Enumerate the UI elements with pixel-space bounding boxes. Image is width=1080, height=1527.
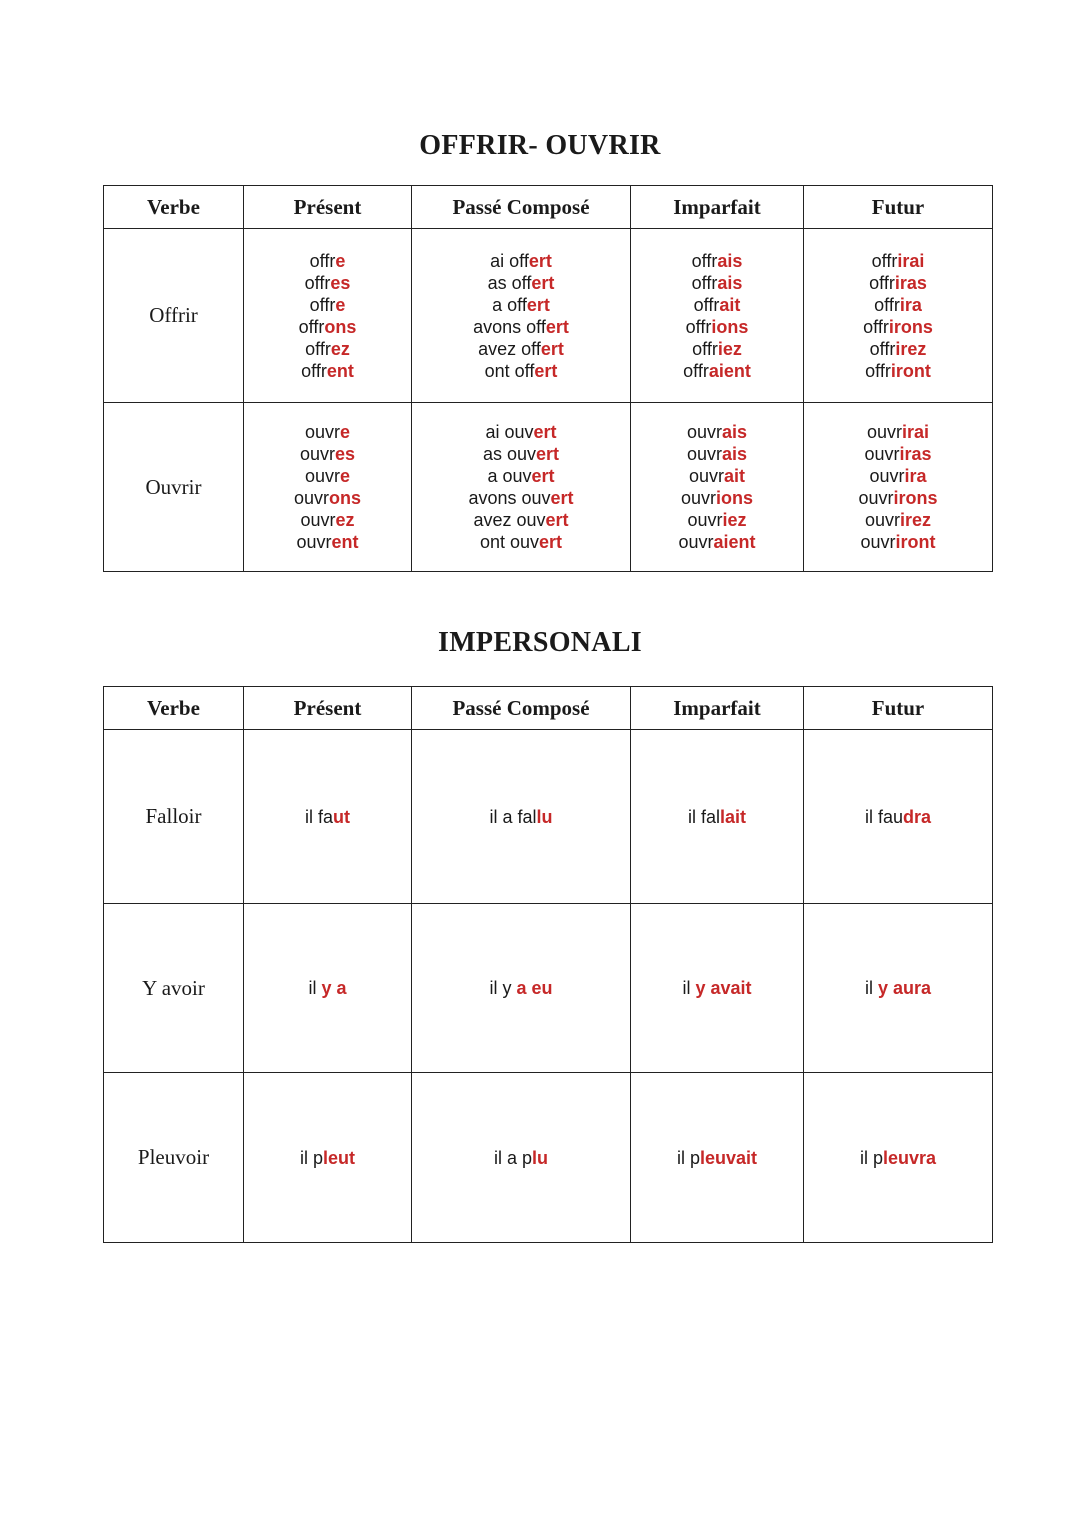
form-ending: ert (533, 422, 557, 442)
present-forms (244, 403, 412, 572)
form-ending: ait (719, 294, 741, 315)
form-stem: offr (869, 338, 896, 359)
form-stem: il p (859, 1147, 883, 1168)
conjugated-form (631, 465, 803, 487)
conjugated-form (412, 509, 630, 531)
form-stem: ouvr (680, 488, 716, 508)
form-ending: ert (536, 444, 560, 464)
form-stem: il p (299, 1147, 323, 1168)
form-stem: ouvr (858, 488, 894, 508)
form-ending: ert (550, 488, 574, 508)
form-ending: ert (545, 316, 569, 337)
conjugation-table-offrir-ouvrir (103, 185, 993, 572)
conjugated-form (412, 250, 630, 272)
form-ending: ons (324, 316, 357, 337)
header-present: Présent (244, 687, 412, 730)
form-stem: offr (305, 338, 331, 359)
form-stem: ouvr (864, 510, 900, 530)
conjugated-form (412, 338, 630, 360)
conjugated-form (244, 294, 411, 316)
conjugated-form (412, 294, 630, 316)
header-imparfait: Imparfait (631, 186, 804, 229)
form-ending: iront (895, 532, 936, 552)
form-stem: ouvr (296, 532, 332, 552)
form-ending: ira (904, 466, 927, 486)
form-ending: ira (899, 294, 922, 315)
header-imparfait: Imparfait (631, 687, 804, 730)
passe-compose-forms (412, 730, 631, 904)
form-stem: as off (487, 272, 532, 293)
conjugated-form (244, 443, 411, 465)
conjugated-form (804, 1147, 992, 1169)
form-stem: ouvr (293, 488, 329, 508)
conjugated-form (804, 487, 992, 509)
form-ending: irez (895, 338, 927, 359)
form-stem: offr (692, 338, 718, 359)
header-present: Présent (244, 186, 412, 229)
table-row (104, 1073, 993, 1243)
passe-compose-forms (412, 904, 631, 1073)
form-ending: y a (321, 978, 347, 998)
form-ending: es (330, 272, 351, 293)
form-stem: il p (676, 1147, 700, 1168)
form-ending: ons (329, 488, 362, 508)
form-ending: irai (897, 250, 925, 271)
form-stem: avons ouv (468, 488, 551, 508)
form-stem: ouvr (688, 466, 724, 486)
verb-name: Pleuvoir (104, 1073, 244, 1243)
form-stem: il a fal (489, 806, 537, 827)
form-ending: iez (717, 338, 742, 359)
section-title-offrir-ouvrir: OFFRIR- OUVRIR (419, 130, 661, 161)
header-futur: Futur (804, 186, 993, 229)
verb-name: Ouvrir (104, 403, 244, 572)
form-stem: ouvr (304, 466, 340, 486)
header-futur: Futur (804, 687, 993, 730)
conjugated-form (804, 250, 992, 272)
table-row (104, 730, 993, 904)
form-ending: irez (899, 510, 932, 530)
conjugated-form (631, 338, 803, 360)
form-ending: ent (331, 532, 359, 552)
conjugated-form (804, 316, 992, 338)
form-ending: ais (721, 444, 748, 464)
conjugated-form (412, 531, 630, 553)
futur-forms (804, 1073, 993, 1243)
form-stem: ouvr (299, 444, 335, 464)
conjugated-form (244, 1147, 411, 1169)
form-stem: ai ouv (485, 422, 534, 442)
present-forms (244, 904, 412, 1073)
conjugated-form (631, 806, 803, 828)
conjugated-form (631, 443, 803, 465)
conjugated-form (804, 360, 992, 382)
form-ending: e (340, 422, 351, 442)
table-row (104, 904, 993, 1073)
form-ending: ert (531, 272, 555, 293)
header-row (104, 186, 993, 229)
form-ending: iez (722, 510, 747, 530)
table-row (104, 403, 993, 572)
form-stem: il fa (304, 806, 333, 827)
conjugated-form (804, 272, 992, 294)
form-stem: ouvr (300, 510, 336, 530)
futur-forms (804, 730, 993, 904)
form-stem: il (864, 978, 878, 998)
form-stem: offr (309, 250, 336, 271)
form-ending: irons (893, 488, 938, 508)
conjugated-form (804, 509, 992, 531)
conjugated-form (804, 294, 992, 316)
header-verbe: Verbe (104, 687, 244, 730)
conjugated-form (412, 421, 630, 443)
form-ending: ert (528, 250, 552, 271)
header-passe-compose: Passé Composé (412, 687, 631, 730)
conjugated-form (412, 977, 630, 999)
form-ending: ert (531, 466, 555, 486)
form-ending: aient (708, 360, 751, 381)
conjugated-form (244, 421, 411, 443)
section-title-impersonali: IMPERSONALI (438, 627, 642, 658)
conjugated-form (804, 338, 992, 360)
conjugated-form (412, 316, 630, 338)
passe-compose-forms (412, 403, 631, 572)
conjugated-form (631, 1147, 803, 1169)
conjugated-form (631, 509, 803, 531)
form-stem: avez ouv (473, 510, 546, 530)
form-ending: e (335, 250, 346, 271)
form-ending: lu (536, 806, 553, 827)
form-stem: ouvr (687, 510, 723, 530)
form-stem: ai off (490, 250, 529, 271)
form-stem: avez off (478, 338, 541, 359)
conjugated-form (244, 338, 411, 360)
form-ending: y aura (877, 978, 932, 998)
form-ending: dra (903, 806, 932, 827)
form-ending: ez (330, 338, 350, 359)
form-stem: a off (492, 294, 527, 315)
form-ending: irons (888, 316, 933, 337)
form-ending: ert (545, 510, 569, 530)
form-stem: offr (683, 360, 709, 381)
futur-forms (804, 403, 993, 572)
form-stem: ouvr (686, 444, 722, 464)
form-stem: ouvr (686, 422, 722, 442)
conjugated-form (631, 360, 803, 382)
passe-compose-forms (412, 1073, 631, 1243)
conjugated-form (631, 316, 803, 338)
conjugated-form (804, 465, 992, 487)
form-ending: leuvra (882, 1147, 937, 1168)
form-stem: offr (869, 272, 895, 293)
form-stem: ouvr (866, 422, 902, 442)
imparfait-forms (631, 730, 804, 904)
form-ending: ert (526, 294, 550, 315)
form-stem: ont off (484, 360, 535, 381)
form-stem: offr (874, 294, 900, 315)
conjugated-form (804, 421, 992, 443)
conjugated-form (244, 487, 411, 509)
header-row (104, 687, 993, 730)
form-ending: iras (899, 444, 932, 464)
imparfait-forms (631, 1073, 804, 1243)
verb-name: Y avoir (104, 904, 244, 1073)
form-stem: ouvr (860, 532, 896, 552)
form-ending: ez (335, 510, 355, 530)
form-stem: ont ouv (479, 532, 540, 552)
header-verbe: Verbe (104, 186, 244, 229)
form-ending: y avait (695, 978, 752, 998)
form-stem: ouvr (864, 444, 900, 464)
conjugated-form (631, 977, 803, 999)
conjugated-form (412, 360, 630, 382)
form-stem: il (682, 978, 696, 998)
present-forms (244, 730, 412, 904)
table-row (104, 229, 993, 403)
form-stem: il (308, 978, 322, 998)
form-stem: ouvr (869, 466, 905, 486)
conjugated-form (244, 272, 411, 294)
imparfait-forms (631, 229, 804, 403)
form-ending: ut (333, 806, 350, 827)
passe-compose-forms (412, 229, 631, 403)
futur-forms (804, 229, 993, 403)
form-stem: il y (489, 978, 517, 998)
conjugated-form (412, 1147, 630, 1169)
conjugated-form (804, 531, 992, 553)
form-ending: aient (713, 532, 756, 552)
conjugated-form (804, 443, 992, 465)
form-stem: il fau (864, 806, 903, 827)
conjugated-form (631, 531, 803, 553)
conjugated-form (244, 509, 411, 531)
conjugated-form (244, 316, 411, 338)
conjugated-form (244, 465, 411, 487)
form-ending: irai (901, 422, 930, 442)
form-stem: ouvr (678, 532, 714, 552)
form-ending: lait (720, 806, 747, 827)
imparfait-forms (631, 403, 804, 572)
form-stem: offr (301, 360, 327, 381)
form-stem: offr (304, 272, 331, 293)
present-forms (244, 1073, 412, 1243)
form-ending: iras (894, 272, 927, 293)
conjugated-form (631, 487, 803, 509)
form-ending: leuvait (699, 1147, 758, 1168)
form-stem: offr (865, 360, 891, 381)
conjugated-form (412, 465, 630, 487)
conjugated-form (412, 443, 630, 465)
verb-name: Offrir (104, 229, 244, 403)
conjugated-form (631, 250, 803, 272)
form-stem: ouvr (304, 422, 340, 442)
form-stem: offr (691, 250, 718, 271)
conjugated-form (631, 272, 803, 294)
conjugated-form (244, 806, 411, 828)
form-ending: iront (890, 360, 931, 381)
header-passe-compose: Passé Composé (412, 186, 631, 229)
conjugated-form (631, 421, 803, 443)
form-stem: offr (693, 294, 720, 315)
form-ending: ait (724, 466, 746, 486)
form-ending: e (335, 294, 346, 315)
conjugated-form (244, 250, 411, 272)
form-stem: offr (691, 272, 718, 293)
form-stem: il fal (687, 806, 720, 827)
form-stem: offr (685, 316, 712, 337)
form-stem: a ouv (487, 466, 532, 486)
form-ending: ais (721, 422, 748, 442)
form-ending: e (340, 466, 351, 486)
form-ending: lu (532, 1147, 549, 1168)
form-stem: offr (309, 294, 336, 315)
form-stem: avons off (473, 316, 546, 337)
form-stem: il a p (493, 1147, 533, 1168)
imparfait-forms (631, 904, 804, 1073)
futur-forms (804, 904, 993, 1073)
form-ending: ert (540, 338, 564, 359)
form-ending: a eu (516, 978, 553, 998)
form-stem: offr (863, 316, 889, 337)
form-ending: es (334, 444, 356, 464)
conjugation-table-impersonali (103, 686, 993, 1243)
conjugated-form (244, 977, 411, 999)
conjugated-form (412, 272, 630, 294)
form-ending: ert (539, 532, 563, 552)
conjugated-form (412, 806, 630, 828)
form-ending: ais (717, 250, 743, 271)
conjugated-form (412, 487, 630, 509)
conjugated-form (244, 531, 411, 553)
form-stem: as ouv (482, 444, 537, 464)
form-stem: offr (298, 316, 325, 337)
form-ending: ais (717, 272, 743, 293)
form-ending: ent (326, 360, 354, 381)
form-ending: ert (534, 360, 558, 381)
verb-name: Falloir (104, 730, 244, 904)
present-forms (244, 229, 412, 403)
form-ending: ions (716, 488, 754, 508)
form-ending: ions (711, 316, 749, 337)
form-ending: leut (323, 1147, 356, 1168)
form-stem: offr (871, 250, 898, 271)
conjugated-form (631, 294, 803, 316)
conjugated-form (244, 360, 411, 382)
conjugated-form (804, 806, 992, 828)
conjugated-form (804, 977, 992, 999)
